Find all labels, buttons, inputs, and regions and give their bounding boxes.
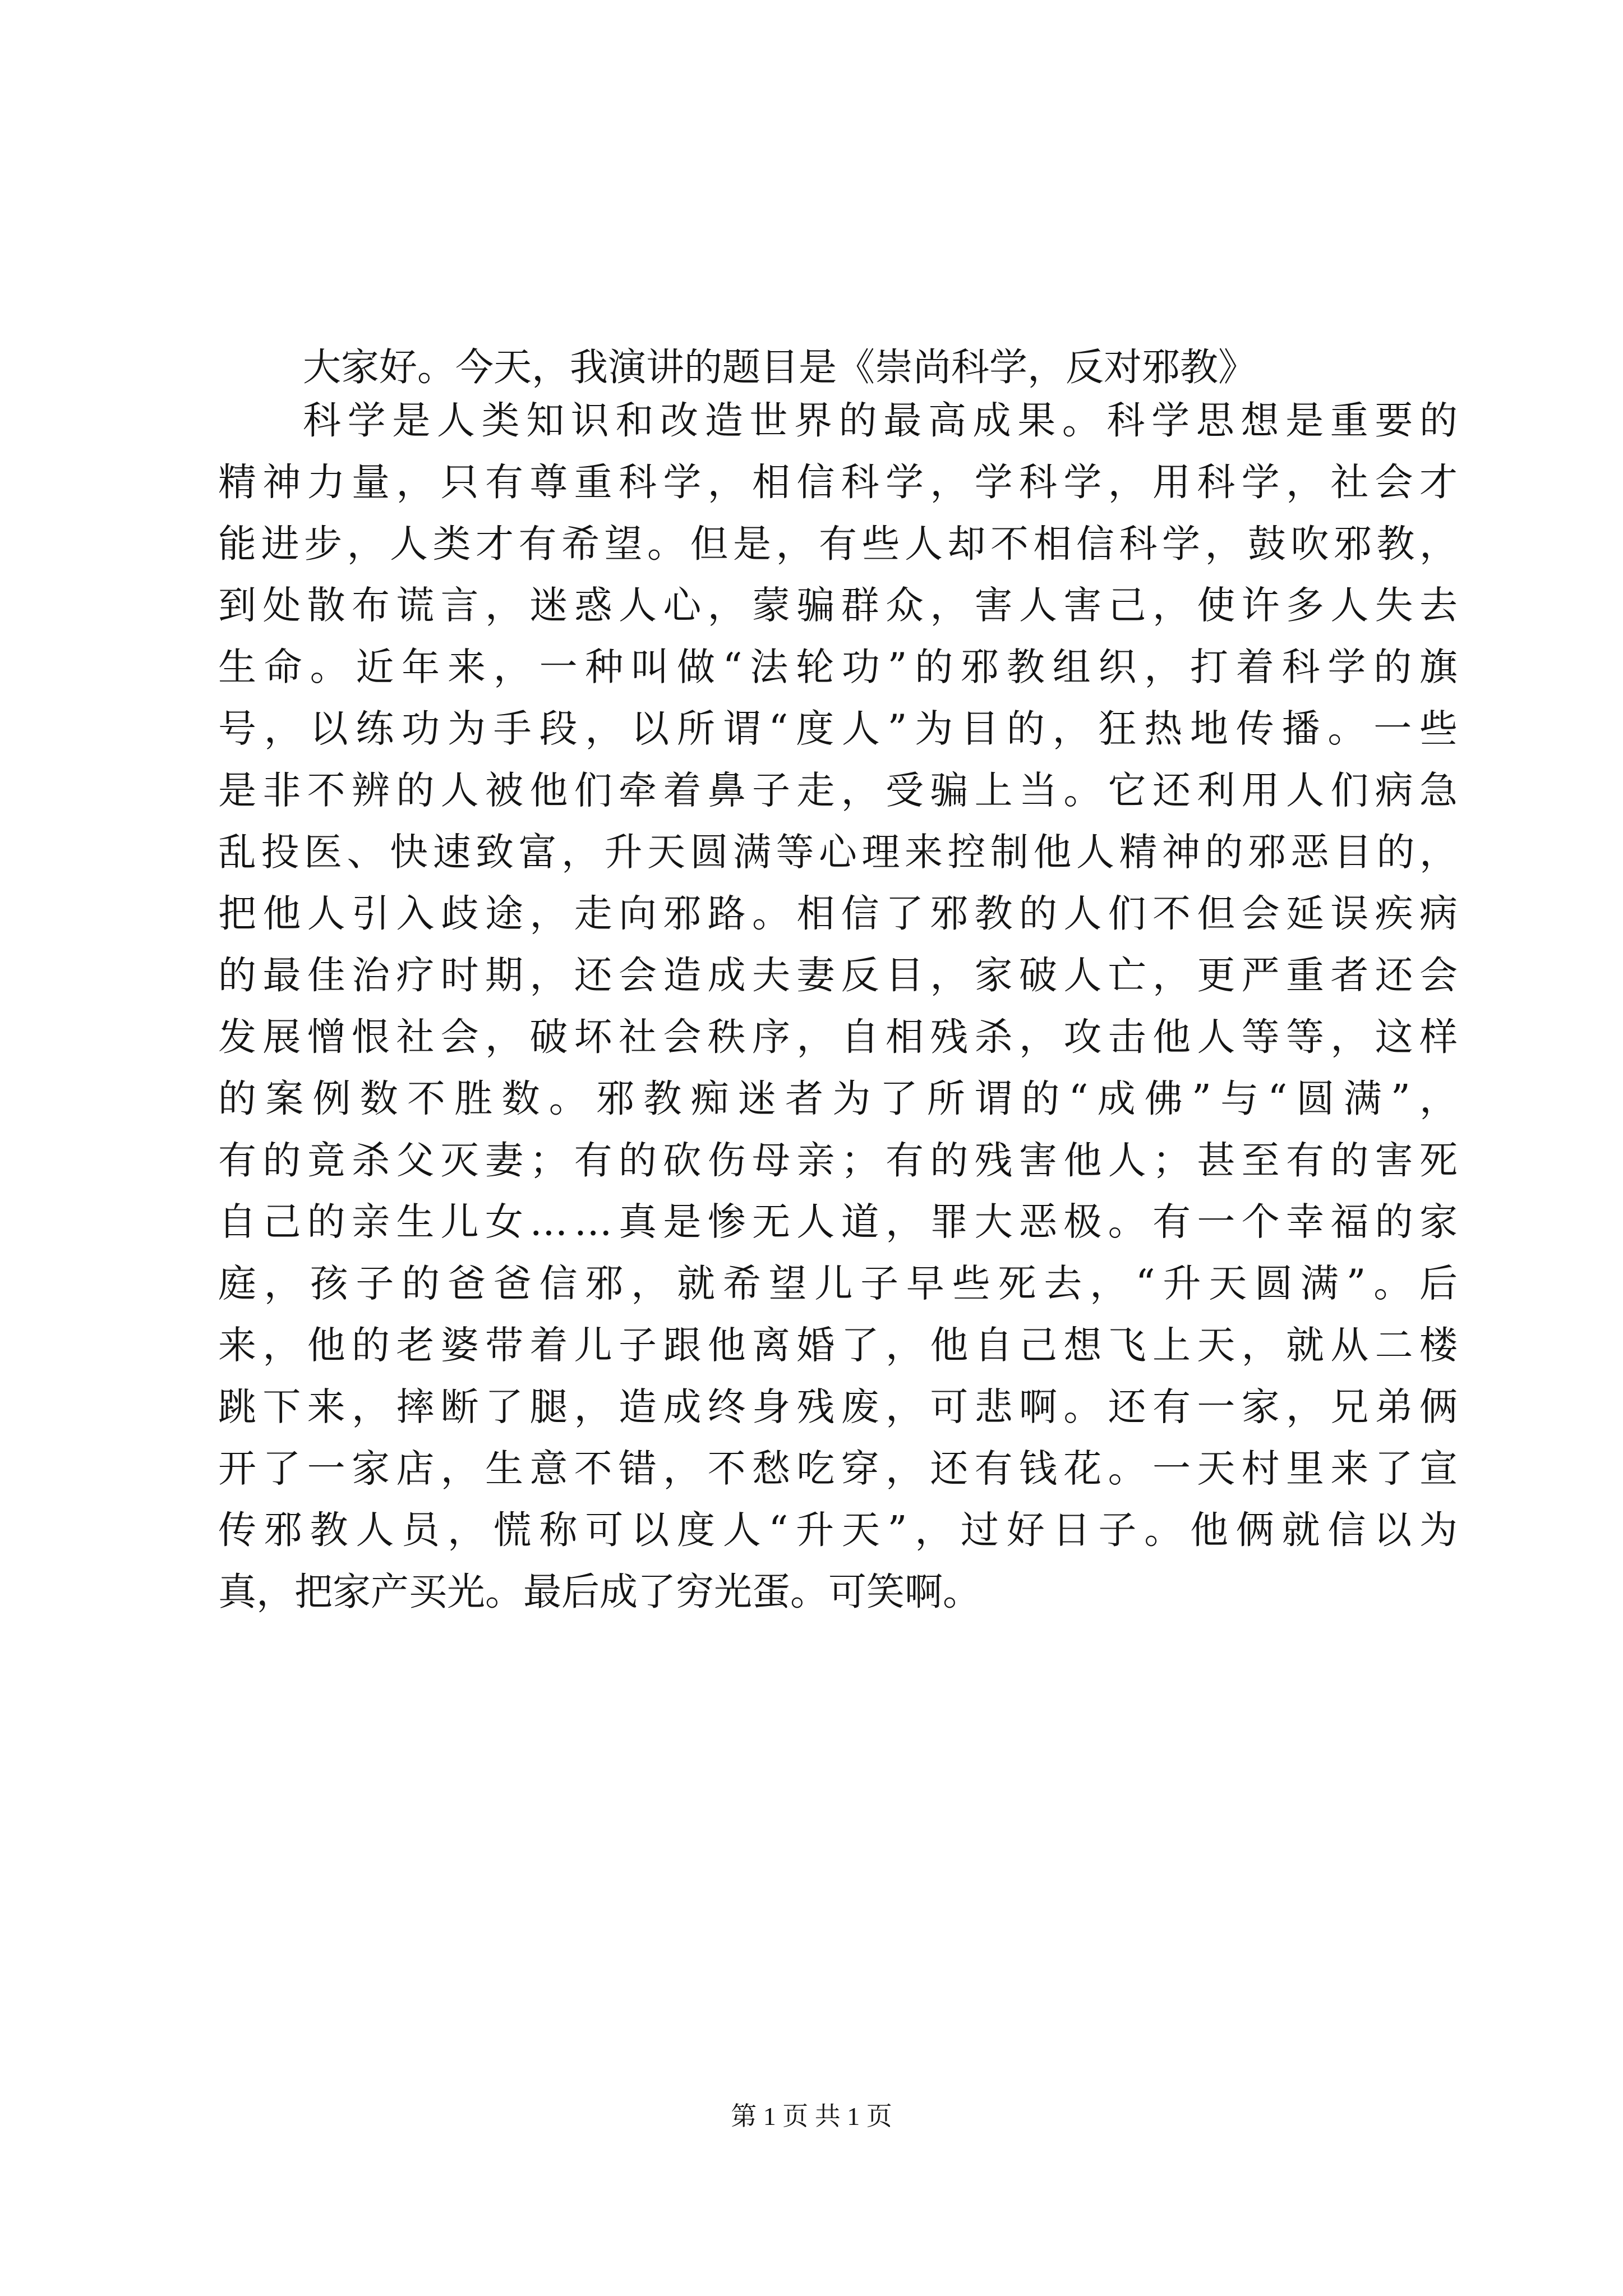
paragraph-line: 把他人引入歧途，走向邪路。相信了邪教的人们不但会延误疾病 xyxy=(218,892,1458,937)
page-number-footer: 第 1 页 共 1 页 xyxy=(731,2102,892,2131)
paragraph-line: 庭，孩子的爸爸信邪，就希望儿子早些死去，“升天圆满”。后 xyxy=(218,1262,1458,1306)
paragraph-line: 精神力量，只有尊重科学，相信科学，学科学，用科学，社会才 xyxy=(218,460,1458,505)
paragraph-line: 有的竟杀父灭妻；有的砍伤母亲；有的残害他人；甚至有的害死 xyxy=(218,1138,1458,1183)
paragraph-line: 跳下来，摔断了腿，造成终身残废，可悲啊。还有一家，兄弟俩 xyxy=(218,1385,1458,1430)
paragraph-line: 科学是人类知识和改造世界的最高成果。科学思想是重要的 xyxy=(303,399,1458,443)
paragraph-line: 开了一家店，生意不错，不愁吃穿，还有钱花。一天村里来了宣 xyxy=(218,1447,1458,1492)
paragraph-line: 自己的亲生儿女……真是惨无人道，罪大恶极。有一个幸福的家 xyxy=(218,1200,1458,1245)
paragraph-line: 的最佳治疗时期，还会造成夫妻反目，家破人亡，更严重者还会 xyxy=(218,954,1458,999)
paragraph-line: 传邪教人员，慌称可以度人“升天”，过好日子。他俩就信以为 xyxy=(218,1508,1458,1553)
paragraph-line: 能进步，人类才有希望。但是，有些人却不相信科学，鼓吹邪教， xyxy=(218,522,1458,567)
paragraph-line: 的案例数不胜数。邪教痴迷者为了所谓的“成佛”与“圆满”， xyxy=(218,1076,1458,1121)
paragraph-line: 是非不辨的人被他们牵着鼻子走，受骗上当。它还利用人们病急 xyxy=(218,769,1458,813)
paragraph-line: 到处散布谎言，迷惑人心，蒙骗群众，害人害己，使许多人失去 xyxy=(218,583,1458,628)
paragraph-line: 发展憎恨社会，破坏社会秩序，自相残杀，攻击他人等等，这样 xyxy=(218,1015,1458,1060)
paragraph-line: 真，把家产买光。最后成了穷光蛋。可笑啊。 xyxy=(218,1570,981,1615)
paragraph-line: 号，以练功为手段，以所谓“度人”为目的，狂热地传播。一些 xyxy=(218,707,1458,752)
paragraph-line: 来，他的老婆带着儿子跟他离婚了，他自己想飞上天，就从二楼 xyxy=(218,1323,1458,1368)
paragraph-line: 乱投医、快速致富，升天圆满等心理来控制他人精神的邪恶目的， xyxy=(218,830,1458,875)
paragraph-opening: 大家好。今天，我演讲的题目是《崇尚科学，反对邪教》 xyxy=(303,346,1257,390)
paragraph-line: 生命。近年来，一种叫做“法轮功”的邪教组织，打着科学的旗 xyxy=(218,645,1458,690)
